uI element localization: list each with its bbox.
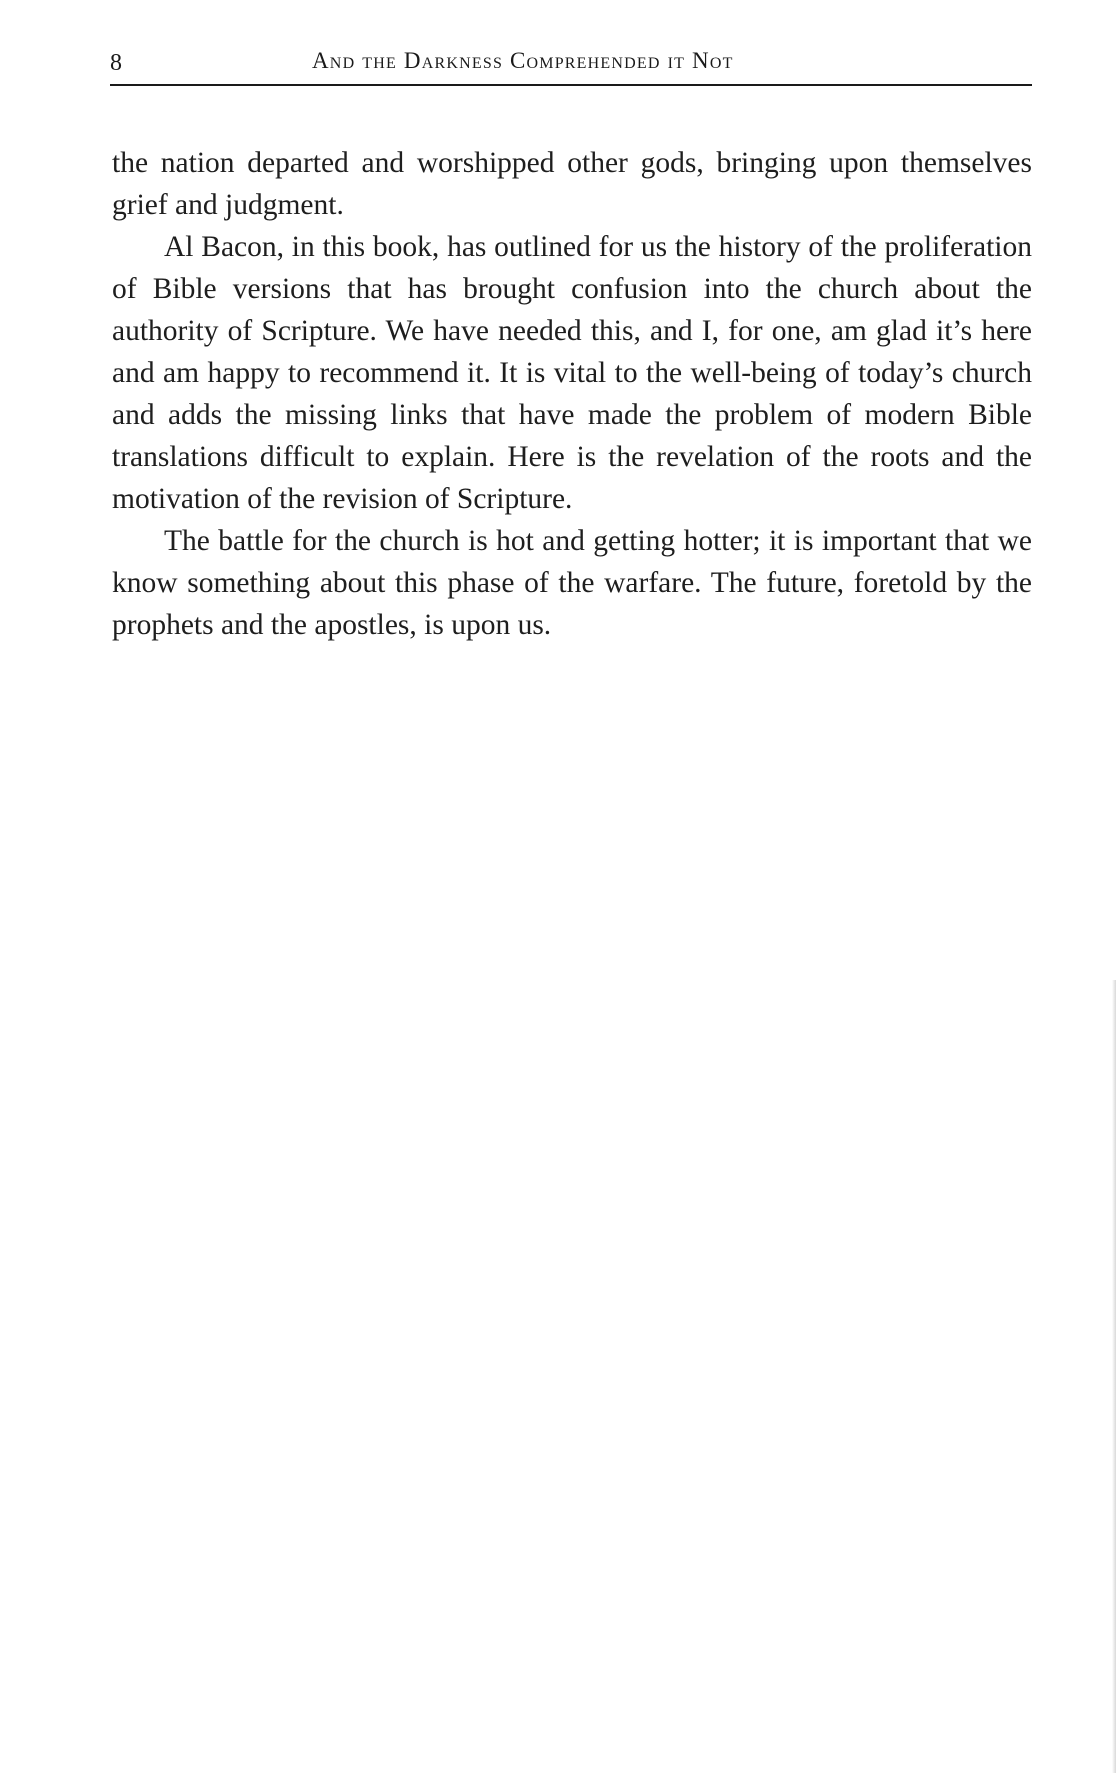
running-header [110,44,1032,86]
page-number: 8 [110,50,122,76]
paragraph: Al Bacon, in this book, has outlined for us the history of the proliferation of Bible versions that has brought confusion into the church about the authority of Scripture. We have needed this, and I, for one, am glad it’s here and am happy to recommend it. It is vital to the well-being of today’s church and adds the missing links that have made the problem of modern Bible translations difficult to explain. Here is the revelation of the roots and the motivation of the revision of Scripture. [112,231,1032,515]
paragraph: The battle for the church is hot and getting hotter; it is important that we know something about this phase of the warfare. The future, foretold by the prophets and the apostles, is upon us. [112,525,1032,641]
page-edge-shadow [1112,980,1116,1773]
body-text [112,142,1032,646]
paragraph-continued: the nation departed and worshipped other gods, bringing upon themselves grief and judgment. [112,147,1032,221]
running-title: And the Darkness Comprehended it Not [312,48,734,73]
